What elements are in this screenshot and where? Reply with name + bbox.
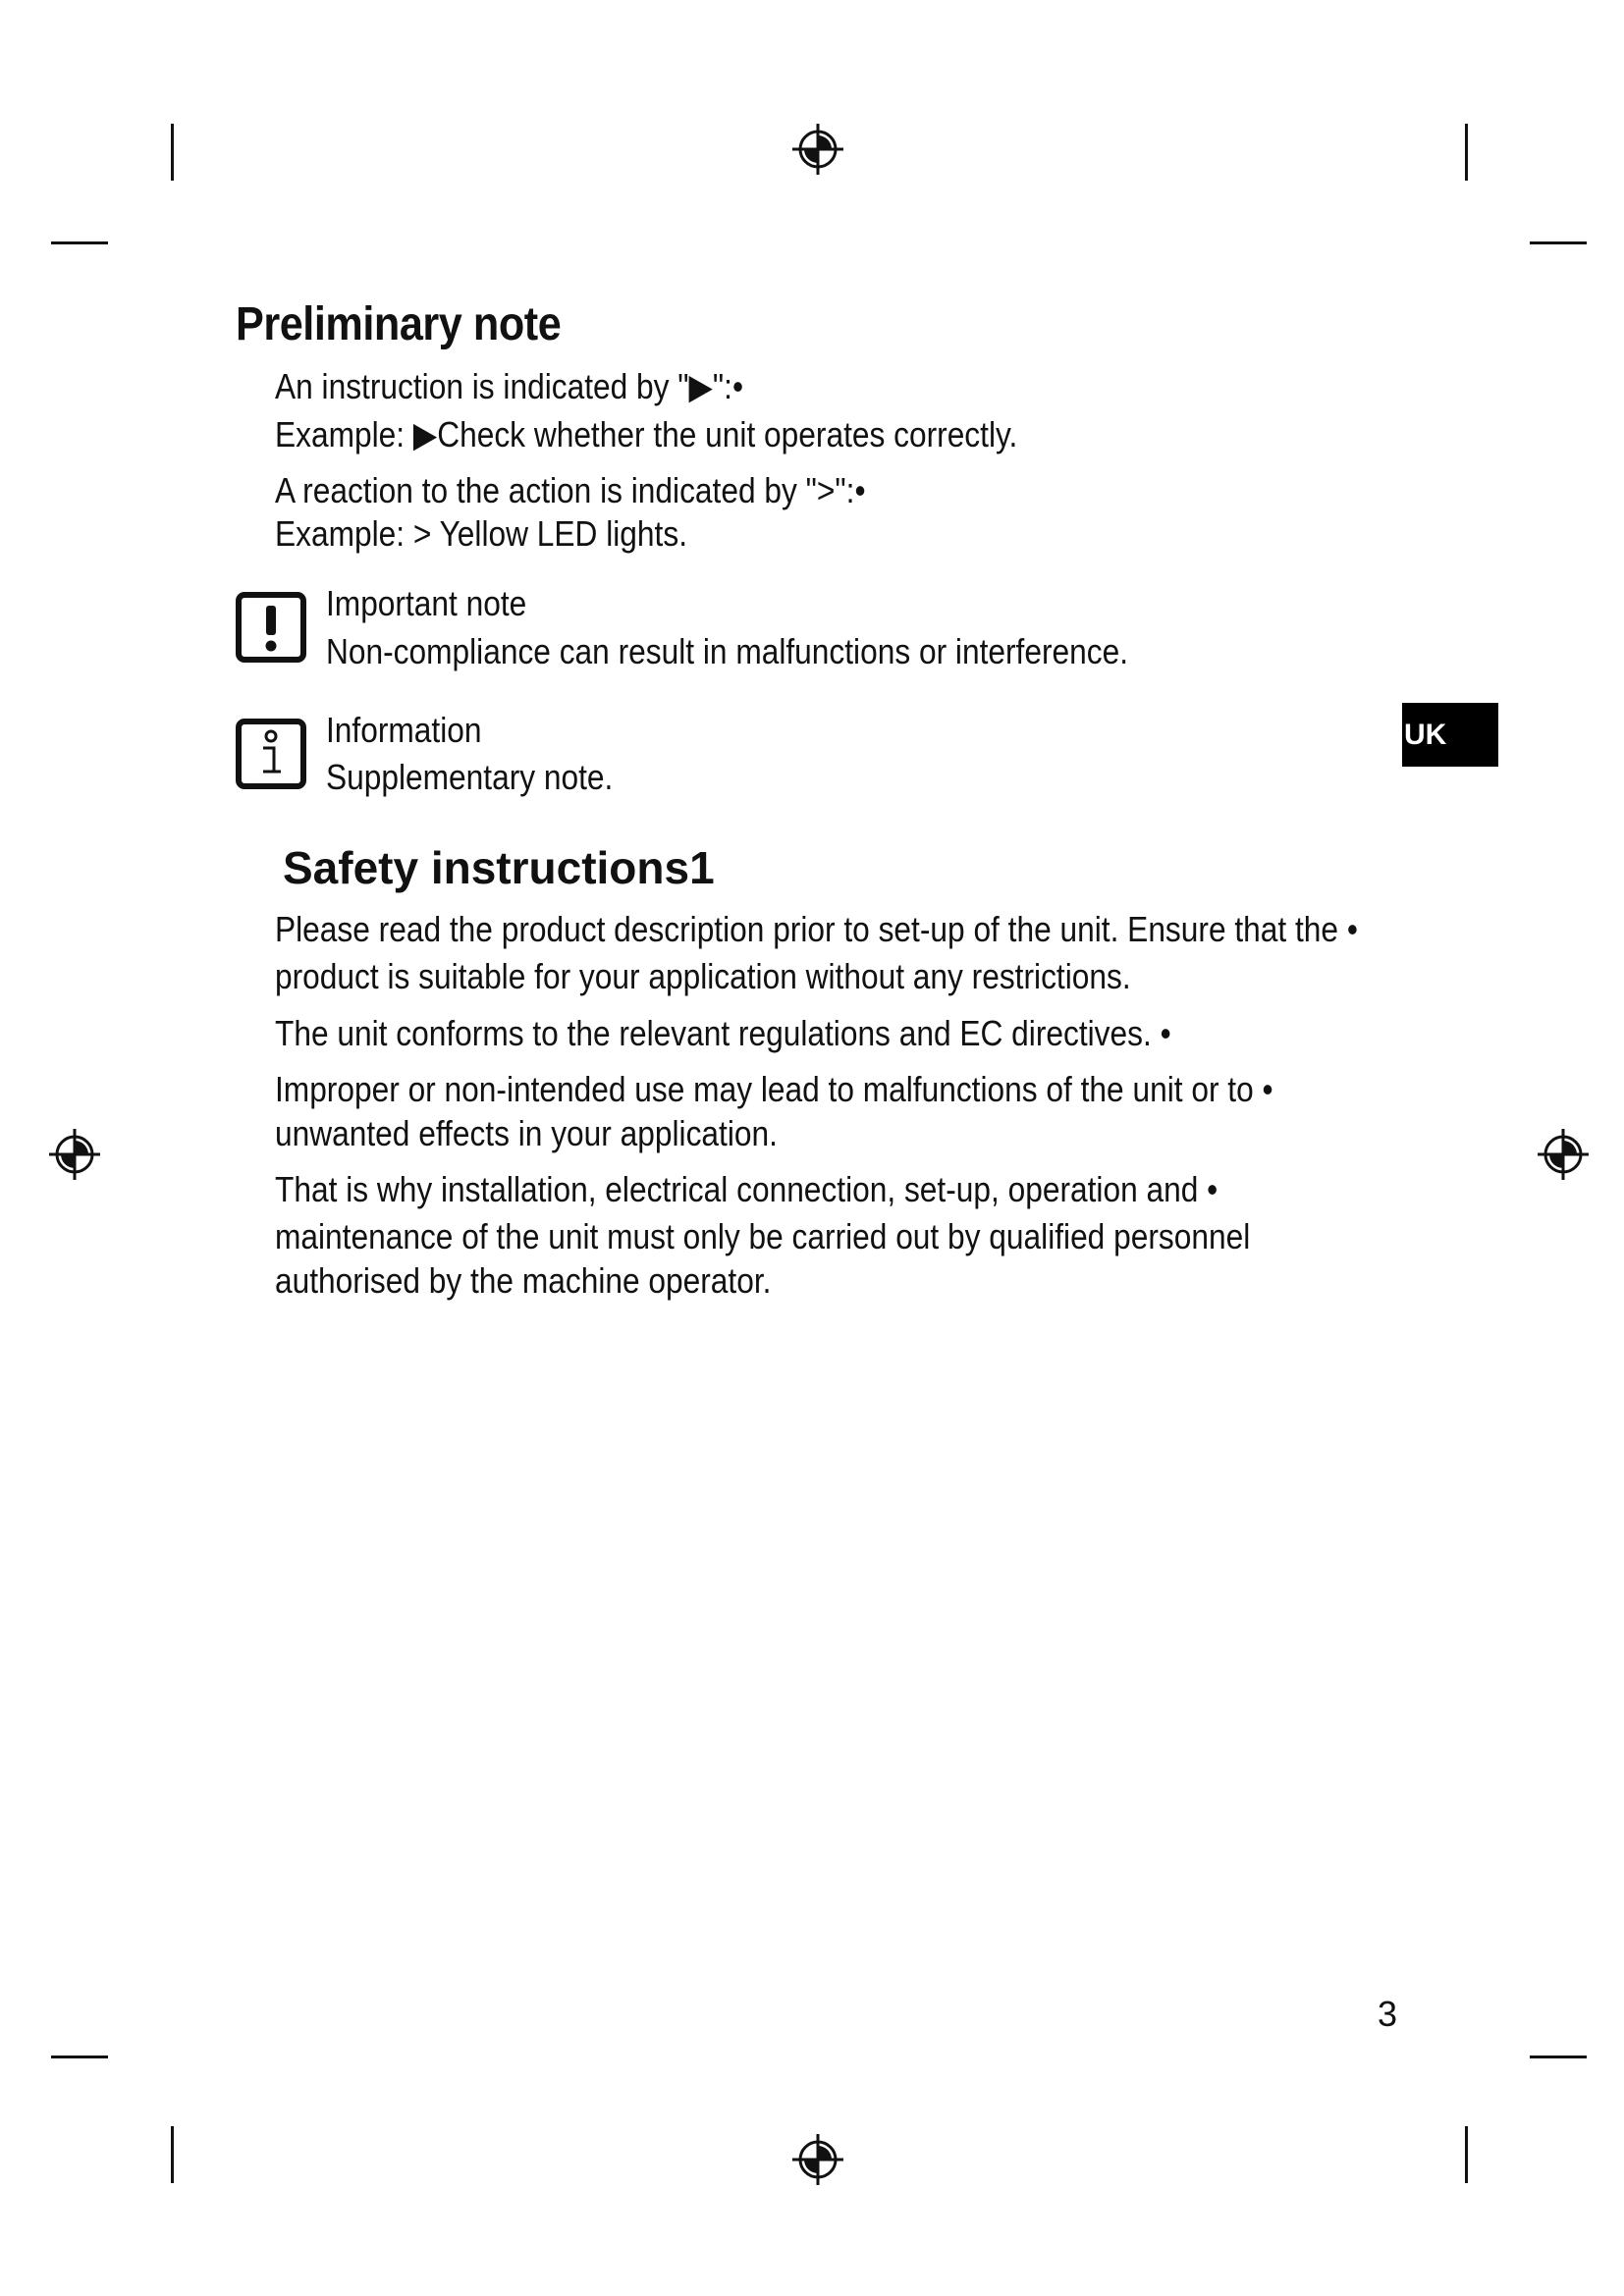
safety-paragraph-3-line-2: unwanted effects in your application. (275, 1113, 778, 1153)
safety-paragraph-4-line-2: maintenance of the unit must only be carried out by qualified personnel (275, 1216, 1251, 1256)
instruction-symbol-text: An instruction is indicated by "▶":• (275, 366, 744, 406)
information-title: Information (326, 710, 482, 750)
safety-paragraph-3-line-1: Improper or non-intended use may lead to malfunctions of the unit or to • (275, 1069, 1273, 1109)
safety-instructions-heading: Safety instructions1 (283, 842, 715, 893)
registration-mark-icon (47, 1127, 102, 1182)
exclamation-icon (236, 592, 306, 663)
information-text: Supplementary note. (326, 757, 614, 797)
important-note-text: Non-compliance can result in malfunctions or interference. (326, 631, 1129, 671)
registration-mark-icon (1536, 1127, 1591, 1182)
crop-mark-right-upper (1530, 241, 1587, 244)
registration-mark-icon (790, 122, 845, 177)
preliminary-note-heading: Preliminary note (236, 298, 562, 350)
crop-mark-top-right (1465, 124, 1468, 181)
registration-mark-icon (790, 2132, 845, 2187)
safety-paragraph-4-line-1: That is why installation, electrical connection, set-up, operation and • (275, 1169, 1218, 1209)
crop-mark-top-left (171, 124, 174, 181)
safety-paragraph-1-line-1: Please read the product description prior to set-up of the unit. Ensure that the • (275, 909, 1358, 949)
crop-mark-bottom-right (1465, 2126, 1468, 2183)
crop-mark-right-lower (1530, 2056, 1587, 2058)
instruction-example-text: Example: ▶Check whether the unit operates correctly. (275, 414, 1018, 454)
safety-paragraph-2-line-1: The unit conforms to the relevant regulations and EC directives. • (275, 1013, 1171, 1053)
reaction-symbol-text: A reaction to the action is indicated by ">":• (275, 470, 866, 510)
important-note-title: Important note (326, 583, 527, 623)
crop-mark-left-upper (51, 241, 108, 244)
reaction-example-text: Example: > Yellow LED lights. (275, 513, 687, 554)
page-number: 3 (1378, 1994, 1398, 2034)
crop-mark-bottom-left (171, 2126, 174, 2183)
crop-mark-left-lower (51, 2056, 108, 2058)
info-icon (236, 719, 306, 789)
safety-paragraph-4-line-3: authorised by the machine operator. (275, 1260, 772, 1301)
language-tab: UK (1402, 703, 1498, 767)
safety-paragraph-1-line-2: product is suitable for your application without any restrictions. (275, 956, 1131, 996)
